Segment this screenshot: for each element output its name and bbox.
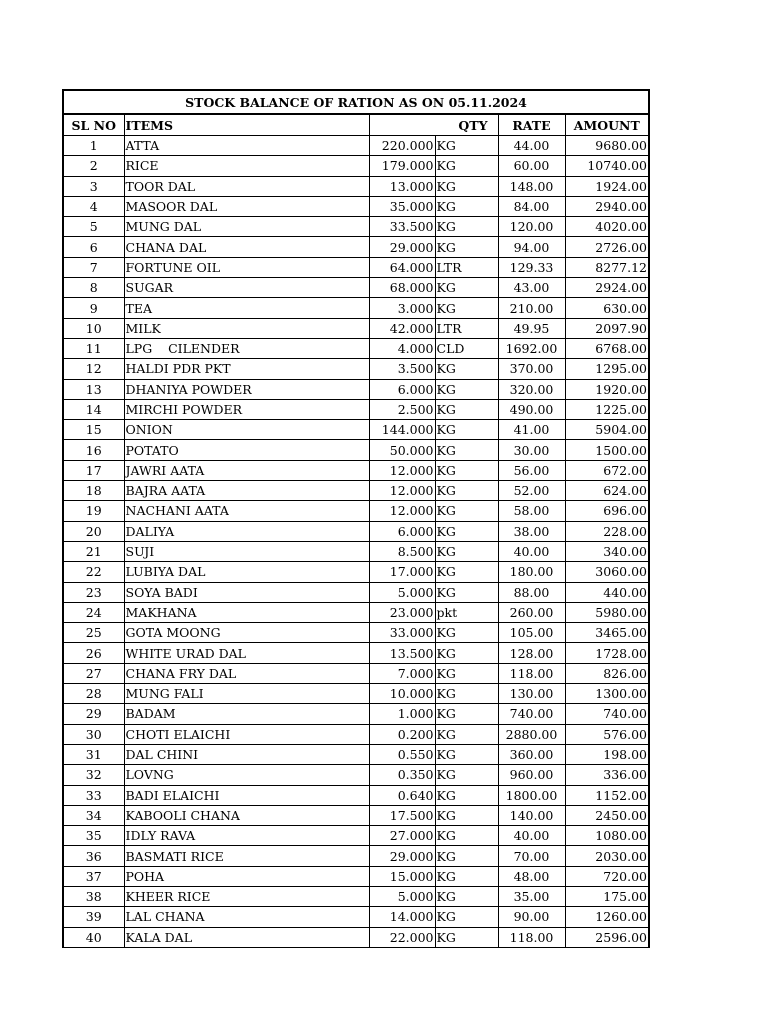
row-qty: 7.000 (369, 663, 435, 683)
row-amount: 1225.00 (565, 399, 649, 419)
table-row (63, 541, 649, 561)
table-row (63, 886, 649, 906)
row-item-name: LAL CHANA (124, 907, 369, 927)
row-amount: 1080.00 (565, 826, 649, 846)
row-qty: 6.000 (369, 521, 435, 541)
table-row (63, 623, 649, 643)
row-unit: KG (435, 886, 498, 906)
table-row (63, 765, 649, 785)
row-unit: KG (435, 623, 498, 643)
header-qty: QTY (369, 114, 498, 136)
row-amount: 175.00 (565, 886, 649, 906)
row-amount: 2450.00 (565, 805, 649, 825)
table-row (63, 420, 649, 440)
row-qty: 6.000 (369, 379, 435, 399)
row-sl-no: 26 (63, 643, 124, 663)
row-sl-no: 20 (63, 521, 124, 541)
table-row (63, 724, 649, 744)
row-rate: 360.00 (498, 744, 565, 764)
row-qty: 23.000 (369, 602, 435, 622)
row-sl-no: 6 (63, 237, 124, 257)
row-unit: KG (435, 846, 498, 866)
row-qty: 8.500 (369, 541, 435, 561)
row-unit: KG (435, 217, 498, 237)
row-amount: 3465.00 (565, 623, 649, 643)
row-amount: 10740.00 (565, 156, 649, 176)
row-qty: 0.640 (369, 785, 435, 805)
row-item-name: KHEER RICE (124, 886, 369, 906)
table-row (63, 359, 649, 379)
row-item-name: LUBIYA DAL (124, 562, 369, 582)
row-unit: pkt (435, 602, 498, 622)
row-sl-no: 8 (63, 278, 124, 298)
row-rate: 44.00 (498, 136, 565, 156)
row-item-name: DAL CHINI (124, 744, 369, 764)
row-amount: 8277.12 (565, 257, 649, 277)
row-unit: KG (435, 460, 498, 480)
row-rate: 40.00 (498, 541, 565, 561)
row-qty: 33.000 (369, 623, 435, 643)
row-item-name: FORTUNE OIL (124, 257, 369, 277)
row-sl-no: 38 (63, 886, 124, 906)
table-title-row (63, 90, 649, 114)
row-sl-no: 36 (63, 846, 124, 866)
row-unit: KG (435, 562, 498, 582)
row-amount: 2940.00 (565, 196, 649, 216)
table-body (63, 136, 649, 948)
row-rate: 88.00 (498, 582, 565, 602)
row-unit: KG (435, 379, 498, 399)
table-row (63, 501, 649, 521)
row-item-name: RICE (124, 156, 369, 176)
row-sl-no: 30 (63, 724, 124, 744)
row-rate: 210.00 (498, 298, 565, 318)
row-rate: 70.00 (498, 846, 565, 866)
row-item-name: ONION (124, 420, 369, 440)
table-row (63, 704, 649, 724)
row-sl-no: 17 (63, 460, 124, 480)
row-qty: 42.000 (369, 318, 435, 338)
row-unit: KG (435, 582, 498, 602)
row-unit: KG (435, 136, 498, 156)
table-row (63, 237, 649, 257)
row-item-name: POHA (124, 866, 369, 886)
row-item-name: KABOOLI CHANA (124, 805, 369, 825)
row-rate: 84.00 (498, 196, 565, 216)
row-amount: 1152.00 (565, 785, 649, 805)
row-qty: 64.000 (369, 257, 435, 277)
row-item-name: CHOTI ELAICHI (124, 724, 369, 744)
row-rate: 180.00 (498, 562, 565, 582)
row-item-name: ATTA (124, 136, 369, 156)
row-rate: 2880.00 (498, 724, 565, 744)
row-unit: KG (435, 501, 498, 521)
table-row (63, 338, 649, 358)
row-sl-no: 19 (63, 501, 124, 521)
table-row (63, 521, 649, 541)
row-rate: 120.00 (498, 217, 565, 237)
row-qty: 15.000 (369, 866, 435, 886)
row-unit: KG (435, 866, 498, 886)
row-rate: 140.00 (498, 805, 565, 825)
table-row (63, 196, 649, 216)
row-item-name: JAWRI AATA (124, 460, 369, 480)
row-rate: 740.00 (498, 704, 565, 724)
row-unit: KG (435, 663, 498, 683)
row-item-name: POTATO (124, 440, 369, 460)
header-items: ITEMS (124, 114, 369, 136)
row-amount: 1728.00 (565, 643, 649, 663)
row-unit: KG (435, 156, 498, 176)
row-sl-no: 14 (63, 399, 124, 419)
table-row (63, 136, 649, 156)
row-qty: 17.500 (369, 805, 435, 825)
table-row (63, 156, 649, 176)
row-rate: 1800.00 (498, 785, 565, 805)
table-row (63, 846, 649, 866)
row-rate: 320.00 (498, 379, 565, 399)
row-item-name: BAJRA AATA (124, 481, 369, 501)
row-qty: 22.000 (369, 927, 435, 947)
row-item-name: GOTA MOONG (124, 623, 369, 643)
row-rate: 60.00 (498, 156, 565, 176)
row-qty: 1.000 (369, 704, 435, 724)
row-unit: KG (435, 826, 498, 846)
row-sl-no: 5 (63, 217, 124, 237)
row-amount: 740.00 (565, 704, 649, 724)
row-amount: 630.00 (565, 298, 649, 318)
row-amount: 340.00 (565, 541, 649, 561)
row-qty: 35.000 (369, 196, 435, 216)
row-rate: 118.00 (498, 927, 565, 947)
column-header-row (63, 114, 649, 136)
row-item-name: MILK (124, 318, 369, 338)
row-amount: 336.00 (565, 765, 649, 785)
row-sl-no: 15 (63, 420, 124, 440)
row-sl-no: 39 (63, 907, 124, 927)
row-sl-no: 25 (63, 623, 124, 643)
row-rate: 960.00 (498, 765, 565, 785)
table-row (63, 257, 649, 277)
row-unit: KG (435, 704, 498, 724)
row-item-name: SOYA BADI (124, 582, 369, 602)
row-item-name: BADAM (124, 704, 369, 724)
row-sl-no: 13 (63, 379, 124, 399)
row-qty: 50.000 (369, 440, 435, 460)
row-item-name: TEA (124, 298, 369, 318)
table-row (63, 602, 649, 622)
row-unit: KG (435, 744, 498, 764)
row-unit: KG (435, 278, 498, 298)
table-row (63, 785, 649, 805)
row-rate: 94.00 (498, 237, 565, 257)
row-item-name: WHITE URAD DAL (124, 643, 369, 663)
row-item-name: TOOR DAL (124, 176, 369, 196)
row-unit: KG (435, 196, 498, 216)
row-amount: 5904.00 (565, 420, 649, 440)
row-rate: 35.00 (498, 886, 565, 906)
row-amount: 2030.00 (565, 846, 649, 866)
row-rate: 130.00 (498, 684, 565, 704)
row-sl-no: 33 (63, 785, 124, 805)
row-qty: 144.000 (369, 420, 435, 440)
row-qty: 220.000 (369, 136, 435, 156)
table-row (63, 217, 649, 237)
row-qty: 179.000 (369, 156, 435, 176)
row-unit: KG (435, 481, 498, 501)
header-amount: AMOUNT (565, 114, 649, 136)
row-unit: LTR (435, 257, 498, 277)
table-row (63, 460, 649, 480)
header-rate: RATE (498, 114, 565, 136)
row-qty: 29.000 (369, 846, 435, 866)
row-amount: 672.00 (565, 460, 649, 480)
row-sl-no: 32 (63, 765, 124, 785)
row-sl-no: 9 (63, 298, 124, 318)
row-amount: 3060.00 (565, 562, 649, 582)
table-row (63, 176, 649, 196)
row-sl-no: 34 (63, 805, 124, 825)
row-qty: 0.550 (369, 744, 435, 764)
row-sl-no: 1 (63, 136, 124, 156)
row-sl-no: 28 (63, 684, 124, 704)
header-sl-no: SL NO (63, 114, 124, 136)
row-amount: 720.00 (565, 866, 649, 886)
row-sl-no: 16 (63, 440, 124, 460)
row-sl-no: 7 (63, 257, 124, 277)
table-row (63, 278, 649, 298)
row-sl-no: 3 (63, 176, 124, 196)
row-item-name: MAKHANA (124, 602, 369, 622)
table-row (63, 643, 649, 663)
row-amount: 1920.00 (565, 379, 649, 399)
row-qty: 0.200 (369, 724, 435, 744)
row-rate: 148.00 (498, 176, 565, 196)
row-unit: KG (435, 298, 498, 318)
row-unit: KG (435, 521, 498, 541)
row-unit: KG (435, 359, 498, 379)
row-item-name: SUJI (124, 541, 369, 561)
row-rate: 49.95 (498, 318, 565, 338)
row-sl-no: 10 (63, 318, 124, 338)
row-amount: 2097.90 (565, 318, 649, 338)
row-rate: 129.33 (498, 257, 565, 277)
row-sl-no: 24 (63, 602, 124, 622)
row-amount: 9680.00 (565, 136, 649, 156)
row-item-name: DHANIYA POWDER (124, 379, 369, 399)
row-sl-no: 18 (63, 481, 124, 501)
row-item-name: CHANA DAL (124, 237, 369, 257)
row-unit: KG (435, 440, 498, 460)
row-qty: 5.000 (369, 886, 435, 906)
table-row (63, 663, 649, 683)
row-sl-no: 29 (63, 704, 124, 724)
row-qty: 2.500 (369, 399, 435, 419)
row-unit: KG (435, 927, 498, 947)
row-rate: 490.00 (498, 399, 565, 419)
row-sl-no: 2 (63, 156, 124, 176)
row-rate: 48.00 (498, 866, 565, 886)
row-qty: 4.000 (369, 338, 435, 358)
row-amount: 440.00 (565, 582, 649, 602)
row-amount: 1295.00 (565, 359, 649, 379)
row-amount: 6768.00 (565, 338, 649, 358)
row-item-name: BADI ELAICHI (124, 785, 369, 805)
row-rate: 52.00 (498, 481, 565, 501)
row-item-name: MIRCHI POWDER (124, 399, 369, 419)
row-rate: 41.00 (498, 420, 565, 440)
row-rate: 260.00 (498, 602, 565, 622)
row-unit: LTR (435, 318, 498, 338)
row-amount: 5980.00 (565, 602, 649, 622)
table-title: STOCK BALANCE OF RATION AS ON 05.11.2024 (63, 90, 649, 114)
row-amount: 4020.00 (565, 217, 649, 237)
row-amount: 2726.00 (565, 237, 649, 257)
row-rate: 1692.00 (498, 338, 565, 358)
row-amount: 624.00 (565, 481, 649, 501)
row-item-name: IDLY RAVA (124, 826, 369, 846)
row-item-name: DALIYA (124, 521, 369, 541)
row-qty: 12.000 (369, 501, 435, 521)
row-unit: KG (435, 420, 498, 440)
row-item-name: MUNG FALI (124, 684, 369, 704)
table-row (63, 440, 649, 460)
table-row (63, 826, 649, 846)
table-row (63, 805, 649, 825)
row-qty: 29.000 (369, 237, 435, 257)
row-qty: 17.000 (369, 562, 435, 582)
row-qty: 5.000 (369, 582, 435, 602)
row-sl-no: 35 (63, 826, 124, 846)
row-unit: KG (435, 399, 498, 419)
table-row (63, 481, 649, 501)
row-unit: KG (435, 724, 498, 744)
table-row (63, 298, 649, 318)
table-row (63, 318, 649, 338)
row-unit: KG (435, 785, 498, 805)
row-amount: 2924.00 (565, 278, 649, 298)
row-amount: 1500.00 (565, 440, 649, 460)
row-sl-no: 21 (63, 541, 124, 561)
row-amount: 1924.00 (565, 176, 649, 196)
row-unit: KG (435, 176, 498, 196)
row-qty: 0.350 (369, 765, 435, 785)
row-qty: 13.500 (369, 643, 435, 663)
row-item-name: NACHANI AATA (124, 501, 369, 521)
row-sl-no: 4 (63, 196, 124, 216)
table-row (63, 744, 649, 764)
table-row (63, 582, 649, 602)
row-rate: 56.00 (498, 460, 565, 480)
row-qty: 12.000 (369, 481, 435, 501)
row-amount: 2596.00 (565, 927, 649, 947)
table-row (63, 866, 649, 886)
row-qty: 3.500 (369, 359, 435, 379)
row-unit: KG (435, 805, 498, 825)
row-sl-no: 22 (63, 562, 124, 582)
row-qty: 27.000 (369, 826, 435, 846)
row-amount: 696.00 (565, 501, 649, 521)
row-unit: KG (435, 907, 498, 927)
table-row (63, 684, 649, 704)
row-rate: 105.00 (498, 623, 565, 643)
row-unit: KG (435, 237, 498, 257)
row-qty: 68.000 (369, 278, 435, 298)
row-qty: 12.000 (369, 460, 435, 480)
table-row (63, 562, 649, 582)
row-amount: 228.00 (565, 521, 649, 541)
row-sl-no: 23 (63, 582, 124, 602)
row-qty: 10.000 (369, 684, 435, 704)
row-item-name: LOVNG (124, 765, 369, 785)
table-row (63, 927, 649, 947)
row-qty: 33.500 (369, 217, 435, 237)
row-item-name: CHANA FRY DAL (124, 663, 369, 683)
row-item-name: MUNG DAL (124, 217, 369, 237)
row-sl-no: 31 (63, 744, 124, 764)
row-unit: KG (435, 541, 498, 561)
table-row (63, 379, 649, 399)
stock-balance-table (62, 89, 650, 948)
row-sl-no: 40 (63, 927, 124, 947)
row-rate: 43.00 (498, 278, 565, 298)
row-rate: 370.00 (498, 359, 565, 379)
row-amount: 576.00 (565, 724, 649, 744)
row-rate: 58.00 (498, 501, 565, 521)
row-rate: 38.00 (498, 521, 565, 541)
row-unit: CLD (435, 338, 498, 358)
row-qty: 13.000 (369, 176, 435, 196)
row-unit: KG (435, 684, 498, 704)
row-sl-no: 37 (63, 866, 124, 886)
row-item-name: BASMATI RICE (124, 846, 369, 866)
row-qty: 14.000 (369, 907, 435, 927)
row-amount: 826.00 (565, 663, 649, 683)
row-rate: 40.00 (498, 826, 565, 846)
row-qty: 3.000 (369, 298, 435, 318)
row-amount: 198.00 (565, 744, 649, 764)
row-amount: 1300.00 (565, 684, 649, 704)
row-item-name: KALA DAL (124, 927, 369, 947)
row-rate: 90.00 (498, 907, 565, 927)
row-sl-no: 11 (63, 338, 124, 358)
row-rate: 128.00 (498, 643, 565, 663)
row-rate: 118.00 (498, 663, 565, 683)
row-sl-no: 27 (63, 663, 124, 683)
row-amount: 1260.00 (565, 907, 649, 927)
row-item-name: LPG CILENDER (124, 338, 369, 358)
row-item-name: MASOOR DAL (124, 196, 369, 216)
row-sl-no: 12 (63, 359, 124, 379)
table-row (63, 907, 649, 927)
row-unit: KG (435, 765, 498, 785)
row-item-name: SUGAR (124, 278, 369, 298)
table-row (63, 399, 649, 419)
row-unit: KG (435, 643, 498, 663)
row-rate: 30.00 (498, 440, 565, 460)
row-item-name: HALDI PDR PKT (124, 359, 369, 379)
